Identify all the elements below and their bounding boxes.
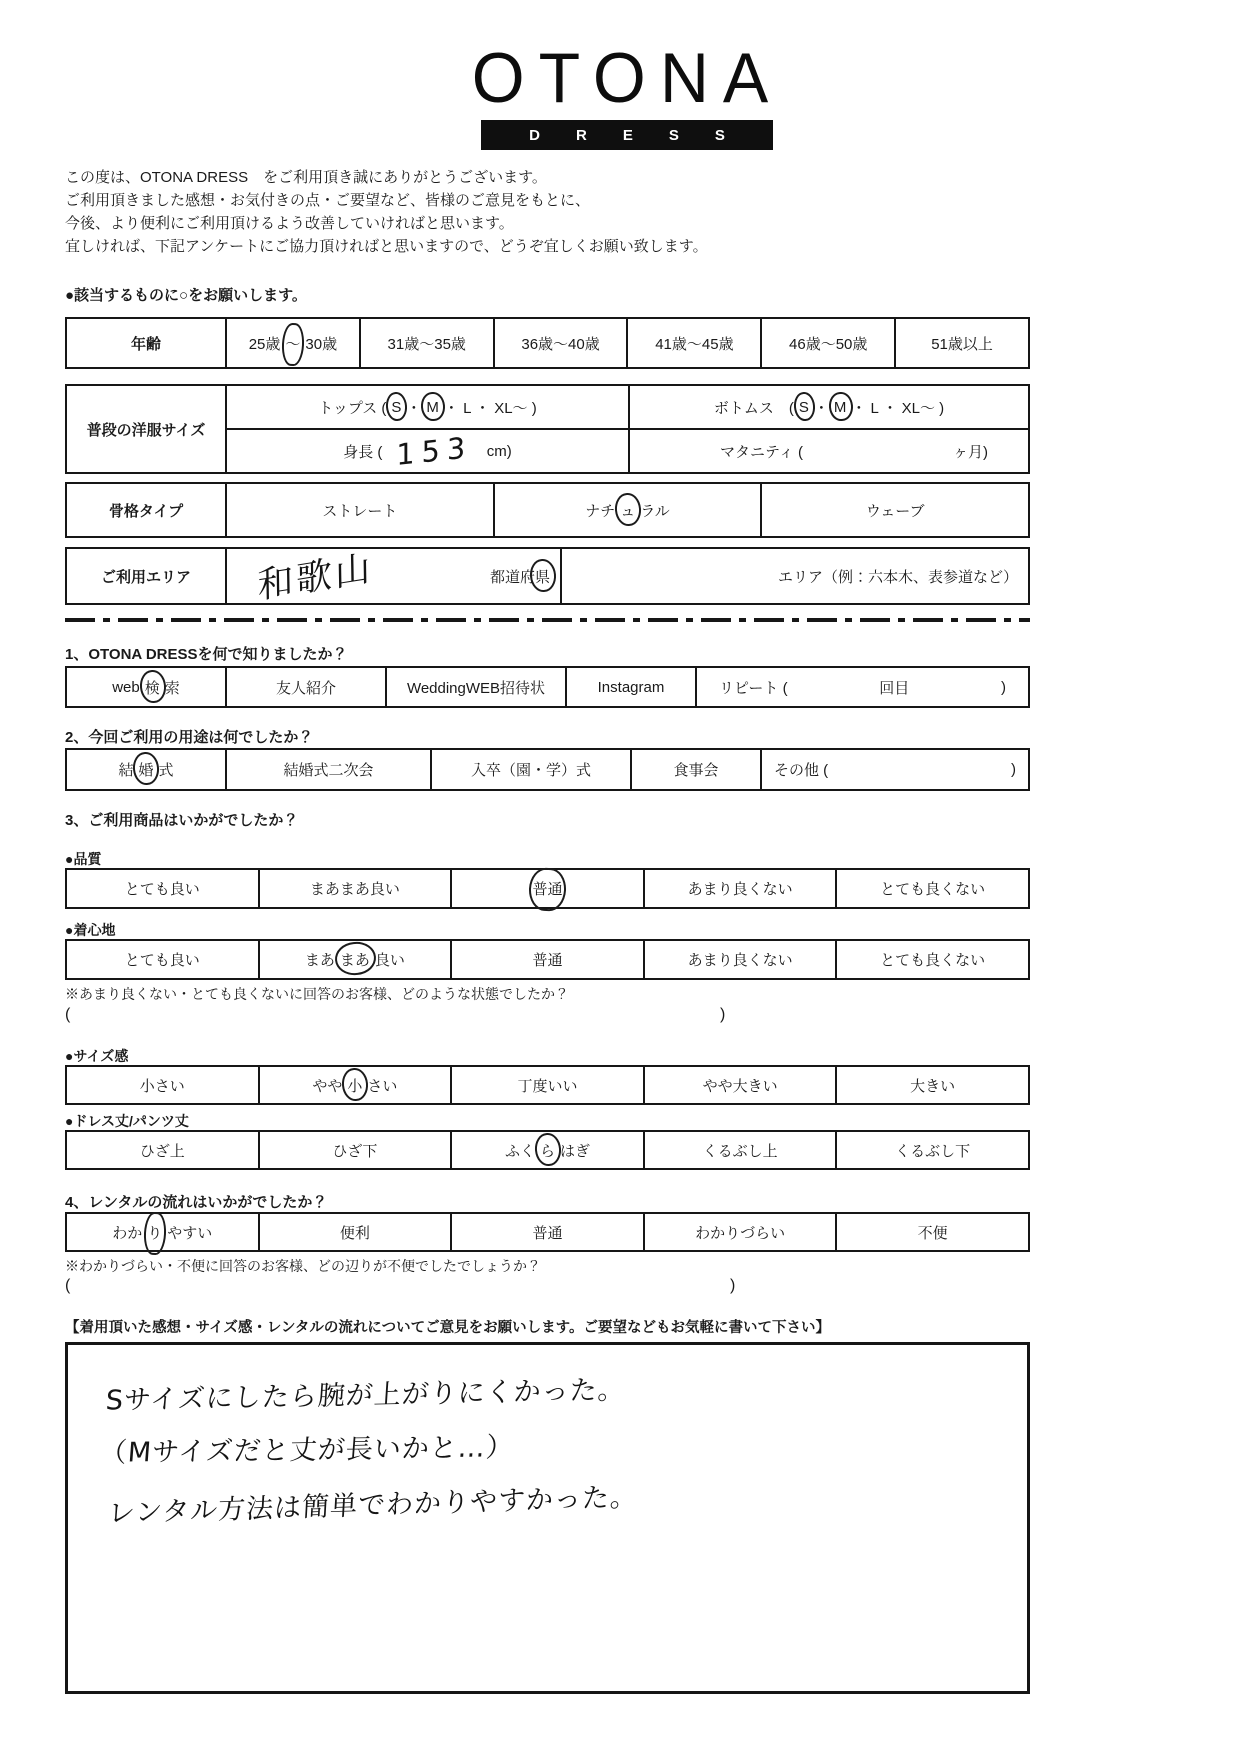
option-text: 不便: [917, 1224, 948, 1242]
option-cell: [67, 1132, 258, 1168]
question-4-table: [65, 1212, 1030, 1252]
brand-logo-subtitle: DRESS: [481, 120, 773, 150]
quality-followup-answer-area: [65, 1006, 1030, 1028]
option-text: 普通: [532, 952, 563, 969]
quality-options: [67, 870, 1028, 907]
option-cell: [225, 750, 430, 789]
option-text: ストレート: [322, 502, 398, 520]
option-cell: [258, 1132, 451, 1168]
option-text: マタニティ (: [720, 443, 803, 461]
quality-followup-note: ※あまり良くない・とても良くないに回答のお客様、どのような状態でしたか？: [65, 986, 569, 1002]
comfort-options: [67, 941, 1028, 978]
option-cell: [450, 1067, 643, 1103]
option-cell: [835, 870, 1028, 907]
area-example-cell: [562, 549, 1028, 603]
option-text: やすい: [167, 1224, 213, 1242]
option-text: 回目: [879, 679, 910, 697]
age-options: [227, 319, 1028, 367]
option-text: ラル: [640, 502, 670, 520]
option-text: 入卒（園・学）式: [470, 762, 591, 779]
question-3-heading: 3、ご利用商品はいかがでしたか？: [65, 812, 299, 829]
option-text: まあ: [304, 952, 335, 969]
option-text: とても良い: [124, 881, 200, 898]
option-text: 普通: [532, 1224, 563, 1242]
rental-followup-note: ※わかりづらい・不便に回答のお客様、どの辺りが不便でしたでしょうか？: [65, 1258, 541, 1274]
option-text: 結: [118, 762, 134, 779]
option-text: Instagram: [597, 678, 665, 696]
option-text: ): [1001, 678, 1006, 696]
option-text: リピート (: [719, 679, 788, 697]
option-text: 便利: [339, 1224, 370, 1242]
handwritten-circle-mark: 県: [535, 566, 550, 587]
rental-followup-answer-area: [65, 1277, 1030, 1299]
option-text: やや: [312, 1077, 343, 1095]
option-text: 式: [158, 762, 174, 779]
option-text: その他 (: [774, 762, 829, 779]
option-text: ふく: [504, 1142, 535, 1160]
option-cell: [227, 319, 359, 367]
option-text: WeddingWEB招待状: [406, 679, 546, 697]
option-text: あまり良くない: [687, 952, 793, 969]
intro-line: ご利用頂きました感想・お気付きの点・ご要望など、皆様のご意見をもとに、: [65, 192, 591, 209]
handwritten-circle-mark: り: [147, 1222, 162, 1243]
size-fit-table: [65, 1065, 1030, 1105]
area-row-label: ご利用エリア: [67, 549, 227, 603]
intro-line: この度は、OTONA DRESS をご利用頂き誠にありがとうございます。: [65, 169, 547, 186]
dashed-divider: [65, 618, 1030, 622]
option-text: くるぶし上: [702, 1142, 778, 1160]
intro-line: 宜しければ、下記アンケートにご協力頂ければと思いますので、どうぞ宜しくお願い致します。: [65, 238, 708, 255]
handwritten-prefecture-value: 和歌山: [257, 547, 374, 607]
option-text: くるぶし下: [895, 1142, 971, 1160]
option-cell: [626, 319, 760, 367]
option-cell: [450, 870, 643, 907]
option-cell: [385, 668, 565, 706]
comments-box: [65, 1342, 1030, 1694]
intro-line: 今後、より便利にご利用頂けるよう改善していければと思います。: [65, 215, 514, 232]
option-cell: [67, 870, 258, 907]
dress-length-label: ●ドレス丈/パンツ丈: [65, 1113, 189, 1129]
dress-length-options: [67, 1132, 1028, 1168]
brand-logo-title: OTONA: [471, 38, 783, 118]
option-text: はぎ: [559, 1142, 590, 1160]
option-cell: [67, 1067, 258, 1103]
handwritten-circle-mark: ュ: [620, 500, 635, 521]
prefecture-label: [490, 566, 550, 587]
handwritten-circle-mark: まあ: [340, 949, 370, 970]
option-cell: [450, 941, 643, 978]
close-paren: ): [730, 1277, 736, 1294]
option-text: ひざ上: [139, 1142, 185, 1160]
close-paren: ): [720, 1006, 726, 1023]
option-text: とても良くない: [880, 952, 986, 969]
handwritten-comment-line: レンタル方法は簡単でわかりやすかった。: [107, 1481, 639, 1530]
option-cell: [258, 1214, 451, 1250]
prefecture-cell: [227, 547, 562, 607]
option-cell: [643, 1132, 836, 1168]
handwritten-circle-mark: M: [426, 398, 439, 416]
option-text: 51歳以上: [931, 335, 993, 353]
option-text: 小さい: [139, 1077, 185, 1095]
option-cell: [493, 319, 627, 367]
size-fit-label: ●サイズ感: [65, 1048, 129, 1064]
option-cell: [630, 750, 760, 789]
skeleton-type-table: [65, 482, 1030, 538]
handwritten-circle-mark: 婚: [138, 759, 153, 780]
option-text: 良い: [374, 952, 405, 969]
option-text: わかりづらい: [695, 1224, 786, 1242]
option-text: 30歳: [305, 335, 338, 353]
option-text: 身長 (: [343, 443, 383, 461]
handwritten-circle-mark: ら: [540, 1140, 555, 1161]
option-cell: [643, 1214, 836, 1250]
open-paren: (: [65, 1006, 71, 1023]
option-text: ・: [406, 399, 422, 417]
maternity-cell: [630, 430, 1028, 472]
option-cell: [835, 1067, 1028, 1103]
comfort-label: ●着心地: [65, 922, 116, 938]
option-cell: [835, 1214, 1028, 1250]
option-cell: [835, 941, 1028, 978]
option-cell: [67, 750, 225, 789]
skeleton-row-label: 骨格タイプ: [67, 484, 227, 536]
option-text: ・ L ・ XL～ ): [851, 399, 945, 417]
option-text: とても良くない: [880, 881, 986, 898]
option-text: 31歳～35歳: [387, 335, 466, 353]
question-1-heading: 1、OTONA DRESSを何で知りましたか？: [65, 646, 348, 663]
option-cell: [695, 668, 1028, 706]
option-text: ボトムス (: [713, 399, 794, 417]
height-cell: [227, 430, 630, 472]
handwritten-circle-mark: M: [833, 398, 847, 416]
option-cell: [760, 750, 1028, 789]
option-text: 食事会: [673, 762, 719, 779]
question-1-table: [65, 666, 1030, 708]
option-text: 索: [164, 679, 180, 697]
comments-heading: 【着用頂いた感想・サイズ感・レンタルの流れについてご意見をお願いします。ご要望などもお気軽に書いて下さい】: [65, 1320, 830, 1336]
usage-area-table: [65, 547, 1030, 605]
option-text: ・ L ・ XL～ ): [443, 399, 537, 417]
option-text: あまり良くない: [687, 881, 793, 898]
handwritten-circle-mark: 検: [145, 677, 160, 698]
option-text: ひざ下: [332, 1142, 378, 1160]
handwritten-circle-mark: S: [391, 398, 402, 416]
handwritten-circle-mark: 普通: [532, 878, 562, 899]
option-text: エリア（例：六本木、表参道など）: [777, 568, 1018, 586]
option-text: ナチ: [585, 502, 616, 520]
option-text: やや大きい: [702, 1077, 778, 1095]
option-cell: [643, 941, 836, 978]
option-text: さい: [367, 1077, 398, 1095]
option-cell: [225, 668, 385, 706]
option-cell: [227, 484, 493, 536]
option-text: わか: [112, 1224, 143, 1242]
option-text: ウェーブ: [865, 502, 925, 520]
circle-instruction: ●該当するものに○をお願いします。: [65, 287, 307, 304]
option-text: 25歳: [248, 335, 281, 353]
open-paren: (: [65, 1277, 71, 1294]
option-cell: [643, 870, 836, 907]
option-text: まあまあ良い: [309, 881, 400, 898]
age-row-label: 年齢: [67, 319, 227, 367]
quality-table: [65, 868, 1030, 909]
option-text: ): [1011, 761, 1016, 778]
option-cell: [359, 319, 493, 367]
option-text: とても良い: [124, 952, 200, 969]
handwritten-circle-mark: 小: [347, 1075, 362, 1096]
bottoms-size-cell: [630, 386, 1028, 428]
size-fit-options: [67, 1067, 1028, 1103]
option-cell: [450, 1132, 643, 1168]
option-cell: [894, 319, 1028, 367]
handwritten-circle-mark: S: [798, 398, 809, 416]
clothing-size-table: [65, 384, 1030, 474]
question-4-heading: 4、レンタルの流れはいかがでしたか？: [65, 1194, 328, 1211]
brand-logo: [417, 38, 837, 150]
dress-length-table: [65, 1130, 1030, 1170]
option-cell: [643, 1067, 836, 1103]
option-cell: [760, 484, 1028, 536]
option-text: 大きい: [910, 1077, 956, 1095]
option-cell: [835, 1132, 1028, 1168]
option-text: 36歳～40歳: [521, 335, 600, 353]
option-cell: [430, 750, 630, 789]
question-2-heading: 2、今回ご利用の用途は何でしたか？: [65, 729, 314, 746]
option-text: トップス (: [318, 399, 387, 417]
option-cell: [67, 941, 258, 978]
option-cell: [67, 1214, 258, 1250]
option-text: 41歳～45歳: [655, 335, 734, 353]
option-cell: [258, 870, 451, 907]
handwritten-circle-mark: ～: [285, 333, 300, 354]
option-cell: [493, 484, 761, 536]
option-cell: [258, 1067, 451, 1103]
question-2-table: [65, 748, 1030, 791]
quality-label: ●品質: [65, 851, 102, 867]
option-cell: [258, 941, 451, 978]
tops-size-cell: [227, 386, 630, 428]
handwritten-height-value: 153: [396, 429, 473, 473]
option-text: ・: [813, 399, 829, 417]
option-text: web: [112, 678, 140, 696]
handwritten-comment-line: （Mサイズだと丈が長いかと…）: [98, 1432, 516, 1469]
comfort-table: [65, 939, 1030, 980]
option-cell: [67, 668, 225, 706]
option-text: 丁度いい: [517, 1077, 578, 1095]
option-cell: [565, 668, 695, 706]
option-text: cm): [486, 442, 512, 460]
intro-paragraph: [65, 166, 1030, 258]
age-table: [65, 317, 1030, 369]
question-1-options: [67, 668, 1028, 706]
option-cell: [450, 1214, 643, 1250]
option-cell: [760, 319, 894, 367]
skeleton-options: [227, 484, 1028, 536]
option-text: 友人紹介: [275, 679, 336, 697]
size-row-label: 普段の洋服サイズ: [67, 386, 227, 472]
question-4-options: [67, 1214, 1028, 1250]
option-text: 結婚式二次会: [283, 762, 374, 779]
handwritten-comment-line: Sサイズにしたら腕が上がりにくかった。: [104, 1374, 627, 1417]
option-text: 46歳～50歳: [789, 335, 868, 353]
option-text: 都道府: [489, 568, 535, 586]
question-2-options: [67, 750, 1028, 789]
option-text: ヶ月): [953, 443, 988, 461]
